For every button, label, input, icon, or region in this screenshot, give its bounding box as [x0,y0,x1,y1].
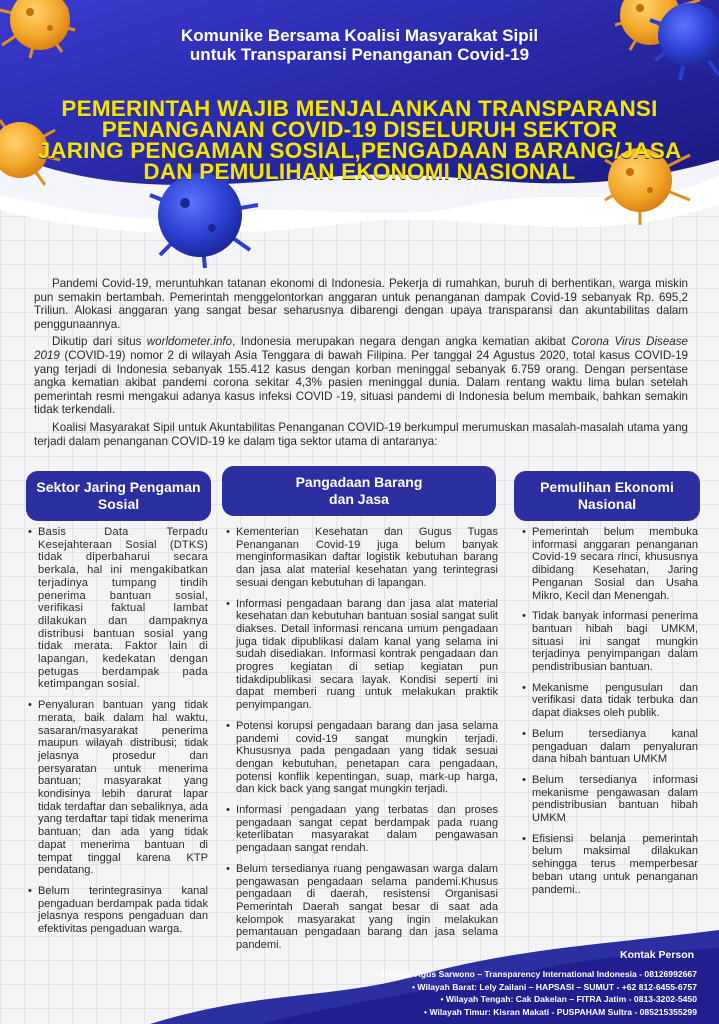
list-item: • Efisiensi belanja pemerintah belum maksimal dilakukan sehingga terus memperbesar beban utang untuk penanganan pandemi.. [522,833,698,897]
intro-p2-site: worldometer.info [146,335,233,349]
komunike-line-1: Komunike Bersama Koalisi Masyarakat Sipil [180,26,539,45]
column-jaring-pengaman [28,526,208,944]
komunike-heading [0,26,719,64]
list-item: • Potensi korupsi pengadaan barang dan jasa selama pandemi covid-19 sangat mungkin terjadi. Khususnya pada pengadaan yang tidak sesuai dengan kebutuhan, penetapan cara pengadaan, potensi konflik kepentingan, suap, mark-up harga, dan kick back yang sangat mungkin terjadi. [226,720,498,796]
intro-section [34,277,688,452]
column-header-pengadaan [222,466,496,516]
intro-paragraph-1: Pandemi Covid-19, meruntuhkan tatanan ekonomi di Indonesia. Pekerja di rumahkan, buruh di berhentikan, warga miskin pun semakin bertambah. Pemerintah menggelontorkan anggaran untuk penanganan dampak Covid-19 sebanyak Rp. 695,2 Triliun. Alokasi anggaran yang sangat besar seharusnya dibarengi dengan upaya transparansi dan akuntabilitas dalam penggunaannya. [34,277,688,331]
list-pemulihan-ekonomi [522,526,698,896]
intro-p2-text-a: Dikutip dari situs [52,335,147,349]
headline-line-1: PEMERINTAH WAJIB MENJALANKAN TRANSPARANSI [61,96,658,121]
komunike-line-2: untuk Transparansi Penanganan Covid-19 [189,45,530,64]
column-header-jaring-pengaman: Sektor Jaring Pengaman Sosial [26,471,211,521]
intro-p2-text-c: (COVID-19) nomor 2 di wilayah Asia Tenggara di bawah Filipina. Per tanggal 24 Agustus 2020, total kasus COVID-19 yang terjadi di Indonesia sebanyak 155.412 kasus dengan korban meninggal sebanyak 6.759 orang. Dengan persentase angka kematian akibat pandemi corona sekitar 4,3% pasien meninggal dunia. Dalam rentang waktu lima bulan setelah pemerintah resmi mengakui adanya kasus infeksi COVID -19, situasi pandemi di Indonesia belum membaik, bahkan semakin tidak terkendali. [34,348,688,417]
column-header-pemulihan-ekonomi: Pemulihan Ekonomi Nasional [514,471,700,521]
list-item: • Basis Data Terpadu Kesejahteraan Sosial (DTKS) tidak diperbaharui secara berkala, hal ini mengakibatkan terjadinya tumpang tindih penerima bantuan sosial, verifikasi faktual lambat dilakukan dan dampaknya distribusi bantuan sosial yang tidak merata. Faktor lain di lapangan, kedekatan dengan petugas berdampak pada ketimpangan sosial. [28,526,208,691]
list-item: • Mekanisme pengusulan dan verifikasi data tidak terbuka dan dapat diakses oleh publik. [522,682,698,720]
list-item: • Belum terintegrasinya kanal pengaduan berdampak pada tidak jelasnya respons pengaduan dan efektivitas pengaduan warga. [28,885,208,936]
contact-item: • Wilayah Timur: Kisran Makati - PUSPAHAM Sultra - 085215355299 [257,1006,697,1019]
headline-line-4: DAN PEMULIHAN EKONOMI NASIONAL [143,159,576,184]
list-item: • Pemerintah belum membuka informasi anggaran penanganan Covid-19 secara rinci, khususnya dibidang Kesehatan, Jaring Penganan Sosial dan Usaha Mikro, Kecil dan Menengah. [522,526,698,602]
column-pemulihan-ekonomi [522,526,698,904]
contact-title: Kontak Person [620,949,695,961]
list-item: • Informasi pengadaan barang dan jasa alat material kesehatan dan kebutuhan bantuan sosial sangat sulit diakses. Detail informasi rencana umum pengadaan juga tidak dipublikasi dalam kanal yang selama ini sudah disediakan. Informasi kontrak pengadaan dan progres kegiatan di setiap kegiatan pun tidakdipublikasi secara layak. Kondisi seperti ini dapat memberi ruang untuk melakukan praktik penyimpangan. [226,598,498,712]
contact-list [257,968,697,1018]
list-item: • Belum tersedianya ruang pengawasan warga dalam pengawasan pengadaan selama pandemi.Khusus pengadaan di daerah, resistensi Organisasi Pemerintah Daerah sangat besar di saat ada kelompok masyarakat yang ingin melakukan pemantauan pengadaan barang dan jasa selama pandemi. [226,863,498,952]
list-item: • Kementerian Kesehatan dan Gugus Tugas Penanganan Covid-19 juga belum banyak menginformasikan daftar logistik kebutuhan barang dan jasa alat material kesehatan yang terintegrasi sesuai dengan kebutuhan di lapangan. [226,526,498,590]
contact-item: • Jakarta: Agus Sarwono – Transparency International Indonesia - 08126992667 [257,968,697,981]
list-item: • Belum tersedianya kanal pengaduan dalam penyaluran dana hibah bantuan UMKM [522,728,698,766]
main-headline [0,98,719,182]
list-item: • Penyaluran bantuan yang tidak merata, baik dalam hal waktu, sasaran/masyarakat penerima maupun wilayah distribusi; tidak jelasnya prosedur dan persyaratan untuk menerima bantuan; masyarakat yang kondisinya lebih darurat lapar tidak terdaftar dan sebaliknya, ada yang terdaftar tapi tidak menerima bantuan; dan ada yang tidak dapat menerima bantuan di tempat tinggal karena KTP pendatang. [28,699,208,877]
intro-paragraph-2 [34,335,688,417]
column-header-pengadaan-label: Pangadaan Barang dan Jasa [295,474,423,507]
contact-item: • Wilayah Tengah: Cak Dakelan – FITRA Jatim - 0813-3202-5450 [257,993,697,1006]
list-item: • Informasi pengadaan yang terbatas dan proses pengadaan sangat cepat berdampak pada ruang keterlibatan masyarakat dalam pengawasan pengadaan sangat rendah. [226,804,498,855]
column-pengadaan [226,526,498,960]
contact-item: • Wilayah Barat: Lely Zailani – HAPSASI – SUMUT - +62 812-6455-6757 [257,981,697,994]
intro-p2-disease: Corona Virus Disease 2019 [34,335,688,362]
headline-line-2: PENANGANAN COVID-19 DISELURUH SEKTOR [101,117,618,142]
list-item: • Belum tersedianya informasi mekanisme pengawasan dalam pendistribusian bantuan hibah UMKM [522,774,698,825]
list-jaring-pengaman [28,526,208,936]
list-pengadaan [226,526,498,952]
list-item: • Tidak banyak informasi penerima bantuan hibah bagi UMKM, situasi ini sangat mungkin terjadinya penyimpangan dalam pendistribusian bantuan. [522,610,698,674]
headline-line-3: JARING PENGAMAN SOSIAL,PENGADAAN BARANG/JASA [37,138,682,163]
intro-p2-text-b: , Indonesia merupakan negara dengan angka kematian akibat [232,335,572,349]
intro-paragraph-3: Koalisi Masyarakat Sipil untuk Akuntabilitas Penanganan COVID-19 berkumpul merumuskan masalah-masalah utama yang terjadi dalam penanganan COVID-19 ke dalam tiga sektor utama di antaranya: [34,420,688,448]
